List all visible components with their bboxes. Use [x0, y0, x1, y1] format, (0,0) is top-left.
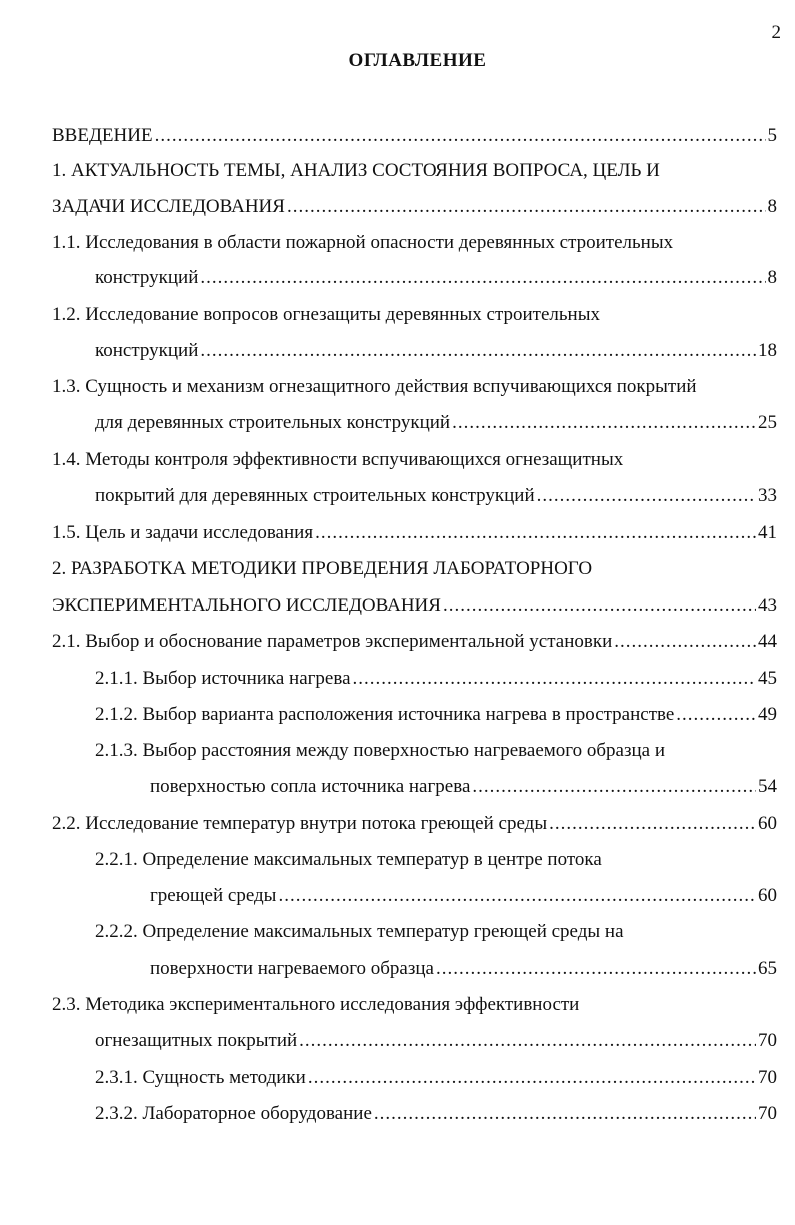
toc-leader-dots [200, 339, 756, 363]
toc-entry-1-1-cont[interactable] [95, 266, 777, 290]
toc-entry-text: 2.2. Исследование температур внутри потока греющей среды [52, 813, 548, 834]
toc-entry-1-3-cont[interactable] [95, 411, 777, 435]
toc-leader-dots [155, 124, 766, 148]
toc-page-number: 5 [767, 125, 777, 146]
toc-page-number: 70 [758, 1067, 777, 1088]
toc-leader-dots [472, 775, 756, 799]
toc-entry-2-2-1[interactable] [95, 848, 602, 872]
toc-entry-text: конструкций [95, 340, 199, 361]
toc-page-number: 41 [758, 522, 777, 543]
toc-leader-dots [537, 484, 756, 508]
toc-page-number: 8 [767, 196, 777, 217]
page-title: ОГЛАВЛЕНИЕ [348, 50, 487, 71]
toc-entry-1-4-cont[interactable] [95, 484, 777, 508]
toc-entry-2-1-1[interactable] [95, 667, 777, 691]
toc-entry-2-1-3-cont[interactable] [150, 775, 777, 799]
toc-entry-chapter-2[interactable] [52, 557, 592, 581]
toc-page-number: 44 [758, 631, 777, 652]
toc-entry-2-1-3[interactable] [95, 739, 665, 763]
toc-entry-text: поверхностью сопла источника нагрева [150, 776, 471, 797]
toc-page-number: 60 [758, 813, 777, 834]
toc-entry-1-1[interactable] [52, 231, 673, 255]
toc-page-number: 54 [758, 776, 777, 797]
toc-entry-2-2[interactable] [52, 812, 777, 836]
toc-leader-dots [374, 1102, 756, 1126]
toc-entry-text: греющей среды [150, 885, 277, 906]
toc-entry-text: ЗАДАЧИ ИССЛЕДОВАНИЯ [52, 196, 285, 217]
toc-leader-dots [452, 411, 756, 435]
toc-entry-text: 2.1.1. Выбор источника нагрева [95, 668, 351, 689]
toc-page-number: 70 [758, 1103, 777, 1124]
toc-entry-1-2[interactable] [52, 303, 600, 327]
page-number: 2 [771, 22, 781, 43]
toc-entry-text: 1.1. Исследования в области пожарной опасности деревянных строительных [52, 232, 674, 253]
toc-entry-text: для деревянных строительных конструкций [95, 412, 451, 433]
toc-entry-text: 1.5. Цель и задачи исследования [52, 522, 314, 543]
toc-leader-dots [278, 884, 756, 908]
toc-page-number: 65 [758, 958, 777, 979]
toc-leader-dots [299, 1029, 756, 1053]
toc-entry-text: огнезащитных покрытий [95, 1030, 298, 1051]
toc-entry-text: поверхности нагреваемого образца [150, 958, 434, 979]
toc-entry-text: 2. РАЗРАБОТКА МЕТОДИКИ ПРОВЕДЕНИЯ ЛАБОРАТОРНОГО [52, 558, 593, 579]
toc-entry-chapter-2-cont[interactable] [52, 594, 777, 618]
toc-leader-dots [308, 1066, 756, 1090]
toc-entry-2-3-2[interactable] [95, 1102, 777, 1126]
toc-leader-dots [549, 812, 756, 836]
toc-page-number: 33 [758, 485, 777, 506]
toc-leader-dots [436, 957, 756, 981]
toc-entry-2-2-2-cont[interactable] [150, 957, 777, 981]
toc-entry-text: 1.4. Методы контроля эффективности вспучивающихся огнезащитных [52, 449, 624, 470]
toc-entry-2-3-1[interactable] [95, 1066, 777, 1090]
toc-entry-text: 2.3.1. Сущность методики [95, 1067, 306, 1088]
toc-page-number: 70 [758, 1030, 777, 1051]
toc-entry-1-2-cont[interactable] [95, 339, 777, 363]
toc-page-number: 60 [758, 885, 777, 906]
toc-entry-text: конструкций [95, 267, 199, 288]
toc-entry-text: 2.2.1. Определение максимальных температур в центре потока [95, 849, 602, 870]
toc-entry-text: покрытий для деревянных строительных конструкций [95, 485, 535, 506]
toc-entry-1-5[interactable] [52, 521, 777, 545]
toc-leader-dots [287, 195, 766, 219]
toc-entry-text: 2.1. Выбор и обоснование параметров экспериментальной установки [52, 631, 613, 652]
toc-entry-text: 1.3. Сущность и механизм огнезащитного действия вспучивающихся покрытий [52, 376, 697, 397]
toc-entry-text: 2.3.2. Лабораторное оборудование [95, 1103, 372, 1124]
toc-entry-text: 2.2.2. Определение максимальных температур греющей среды на [95, 921, 624, 942]
toc-leader-dots [443, 594, 756, 618]
toc-leader-dots [315, 521, 756, 545]
toc-entry-2-1[interactable] [52, 630, 777, 654]
toc-leader-dots [353, 667, 756, 691]
toc-entry-1-3[interactable] [52, 375, 697, 399]
toc-entry-text: 2.1.3. Выбор расстояния между поверхностью нагреваемого образца и [95, 740, 665, 761]
toc-entry-text: ЭКСПЕРИМЕНТАЛЬНОГО ИССЛЕДОВАНИЯ [52, 595, 441, 616]
toc-entry-text: 1. АКТУАЛЬНОСТЬ ТЕМЫ, АНАЛИЗ СОСТОЯНИЯ ВОПРОСА, ЦЕЛЬ И [52, 160, 660, 181]
toc-leader-dots [200, 266, 765, 290]
toc-entry-chapter-1[interactable] [52, 159, 660, 183]
toc-entry-chapter-1-cont[interactable] [52, 195, 777, 219]
toc-page-number: 45 [758, 668, 777, 689]
toc-page-number: 18 [758, 340, 777, 361]
toc-entry-2-3-cont[interactable] [95, 1029, 777, 1053]
toc-page-number: 49 [758, 704, 777, 725]
toc-leader-dots [676, 703, 756, 727]
toc-entry-text: 2.3. Методика экспериментального исследования эффективности [52, 994, 580, 1015]
toc-entry-text: ВВЕДЕНИЕ [52, 125, 153, 146]
toc-page-number: 43 [758, 595, 777, 616]
toc-entry-2-3[interactable] [52, 993, 579, 1017]
toc-leader-dots [614, 630, 756, 654]
toc-entry-2-1-2[interactable] [95, 703, 777, 727]
toc-page-number: 25 [758, 412, 777, 433]
toc-page-number: 8 [767, 267, 777, 288]
toc-entry-2-2-2[interactable] [95, 920, 624, 944]
toc-entry-text: 1.2. Исследование вопросов огнезащиты деревянных строительных [52, 304, 600, 325]
toc-entry-2-2-1-cont[interactable] [150, 884, 777, 908]
toc-entry-introduction[interactable] [52, 124, 777, 148]
toc-entry-1-4[interactable] [52, 448, 623, 472]
toc-entry-text: 2.1.2. Выбор варианта расположения источника нагрева в пространстве [95, 704, 675, 725]
